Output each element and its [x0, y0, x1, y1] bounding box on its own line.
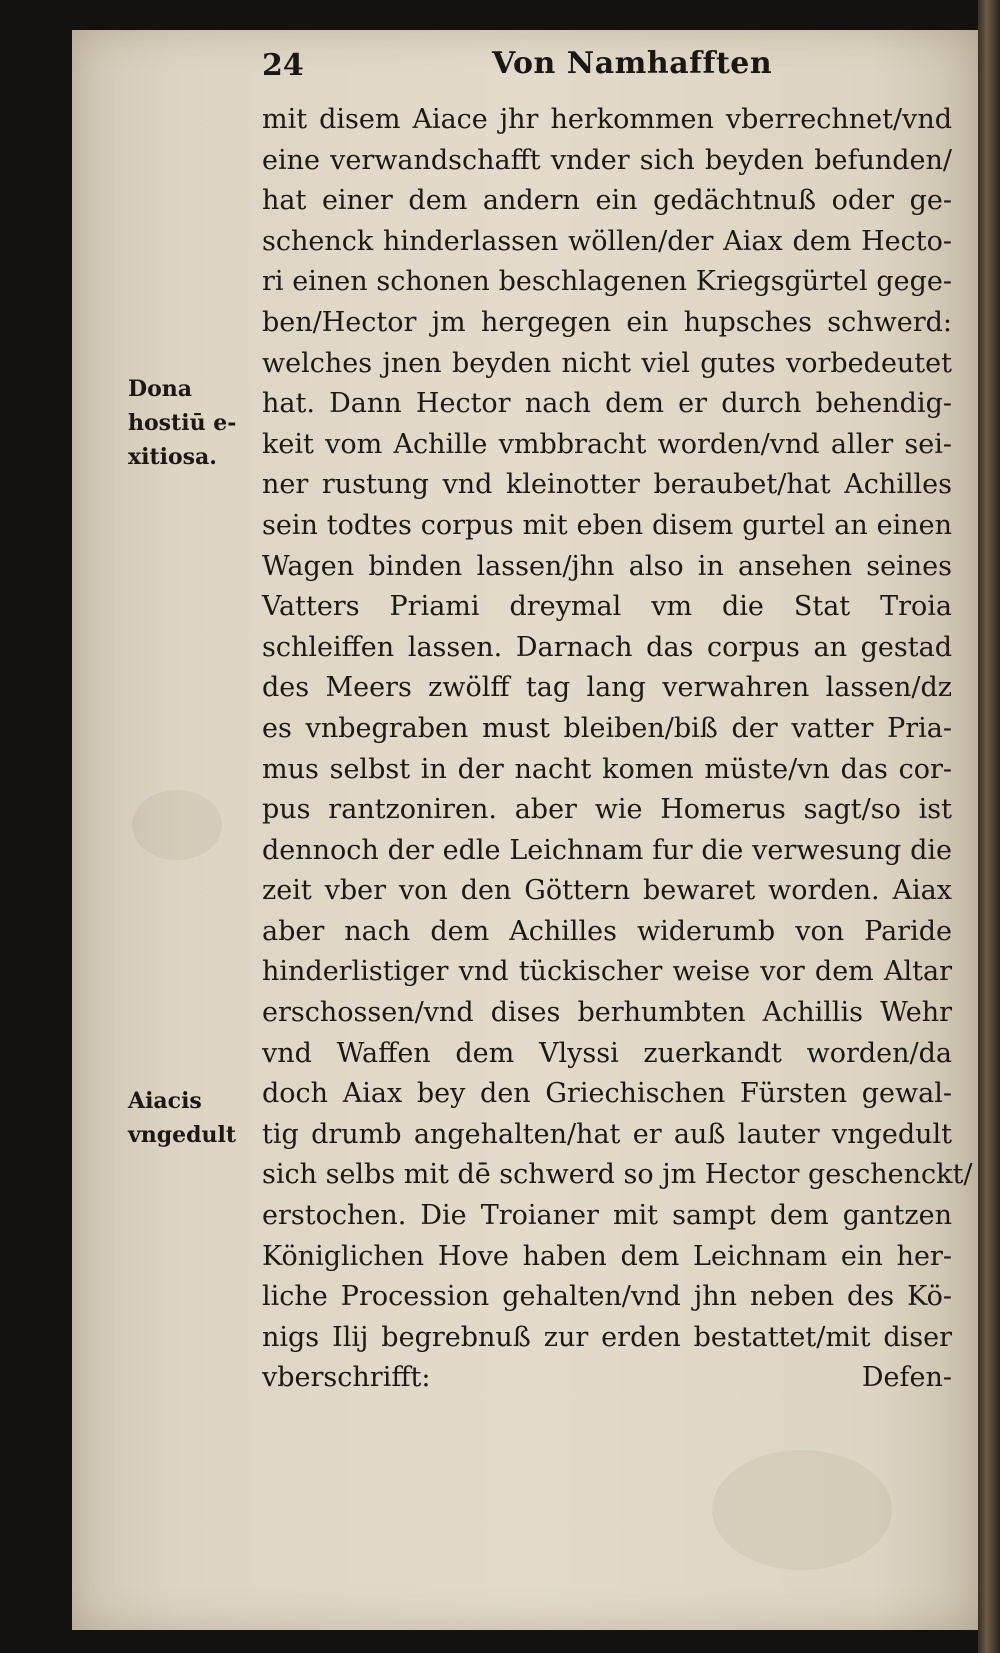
text-line: keit vom Achille vmbbracht worden/vnd aller sei- [262, 428, 952, 460]
text-line: sein todtes corpus mit eben disem gurtel an einen [262, 509, 952, 541]
text-line: Wagen binden lassen/jhn also in ansehen seines [262, 550, 952, 582]
text-line: hat einer dem andern ein gedächtnuß oder ge- [262, 185, 952, 217]
text-line: tig drumb angehalten/hat er auß lauter vngedult [262, 1118, 952, 1150]
text-line: hat. Dann Hector nach dem er durch behendig- [262, 388, 952, 420]
margin-note-line: hostiū e- [128, 410, 237, 436]
body-text [262, 100, 973, 1399]
text-line: ner rustung vnd kleinotter beraubet/hat Achilles [262, 469, 952, 501]
book-fore-edge [978, 0, 1000, 1653]
page-number: 24 [262, 48, 304, 83]
text-line: zeit vber von den Göttern bewaret worden. Aiax [262, 875, 952, 907]
final-line [262, 1358, 952, 1399]
running-head: Von Namhafften [492, 46, 773, 81]
text-line: schleiffen lassen. Darnach das corpus an gestad [262, 631, 952, 663]
text-line: vnd Waffen dem Vlyssi zuerkandt worden/da [262, 1037, 952, 1069]
margin-note [128, 1084, 236, 1152]
text-line: erstochen. Die Troianer mit sampt dem gantzen [262, 1200, 952, 1232]
text-line: Vatters Priami dreymal vm die Stat Troia [262, 591, 952, 623]
paper-stain [132, 790, 222, 860]
text-line: sich selbs mit dē schwerd so jm Hector geschenckt/ [262, 1159, 973, 1191]
text-line: vberschrifft: [262, 1362, 431, 1394]
margin-note-line: vngedult [128, 1122, 237, 1148]
text-line: doch Aiax bey den Griechischen Fürsten gewal- [262, 1078, 952, 1110]
text-line: welches jnen beyden nicht viel gutes vorbedeutet [262, 347, 952, 379]
text-line: eine verwandschafft vnder sich beyden befunden/ [262, 144, 952, 176]
text-line: erschossen/vnd dises berhumbten Achillis Wehr [262, 997, 952, 1029]
catchword: Defen- [861, 1362, 952, 1394]
margin-note-line: Aiacis [128, 1088, 202, 1114]
text-line: pus rantzoniren. aber wie Homerus sagt/so ist [262, 794, 952, 826]
paper-stain [712, 1450, 892, 1570]
margin-note [128, 372, 236, 474]
text-line: es vnbegraben must bleiben/biß der vatter Pria- [262, 712, 952, 744]
text-line: schenck hinderlassen wöllen/der Aiax dem Hecto- [262, 225, 952, 257]
text-line: ben/Hector jm hergegen ein hupsches schwerd: [262, 306, 952, 338]
text-line: liche Procession gehalten/vnd jhn neben des Kö- [262, 1281, 952, 1313]
text-line: aber nach dem Achilles widerumb von Paride [262, 915, 952, 947]
margin-note-line: xitiosa. [128, 444, 217, 470]
margin-note-line: Dona [128, 376, 193, 402]
text-line: Königlichen Hove haben dem Leichnam ein her- [262, 1240, 952, 1272]
text-line: mus selbst in der nacht komen müste/vn das cor- [262, 753, 952, 785]
text-line: des Meers zwölff tag lang verwahren lassen/dz [262, 672, 952, 704]
text-line: hinderlistiger vnd tückischer weise vor dem Altar [262, 956, 952, 988]
text-line: nigs Ilij begrebnuß zur erden bestattet/mit diser [262, 1321, 952, 1353]
text-line: dennoch der edle Leichnam fur die verwesung die [262, 834, 952, 866]
text-line: ri einen schonen beschlagenen Kriegsgürtel gege- [262, 266, 952, 298]
text-line: mit disem Aiace jhr herkommen vberrechnet/vnd [262, 104, 952, 135]
